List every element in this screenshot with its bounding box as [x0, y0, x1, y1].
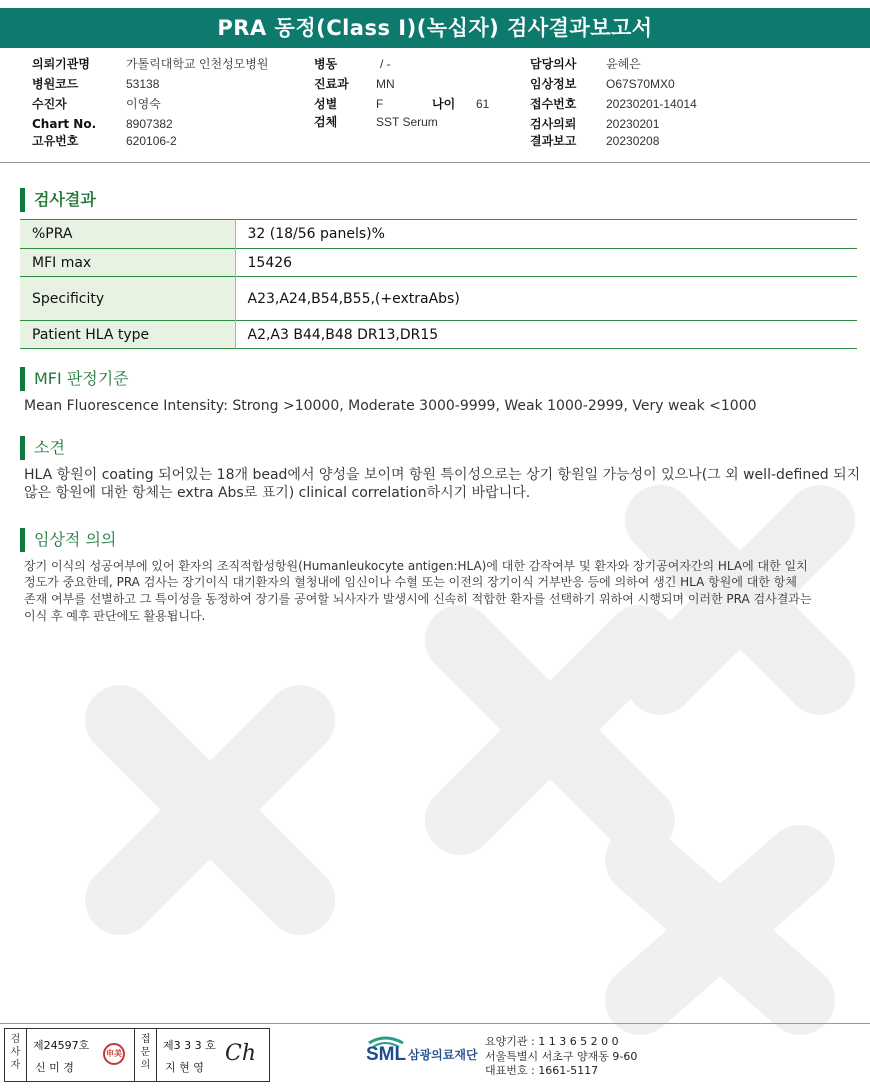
clinical-heading: 임상적 의의 — [20, 528, 116, 552]
confirmer-signature: Ch — [225, 1041, 257, 1066]
info-label: 검사의뢰 — [530, 117, 577, 131]
result-value: A23,A24,B54,B55,(+extraAbs) — [235, 277, 857, 321]
info-label: 성별 — [314, 97, 338, 111]
info-value: 윤혜은 — [606, 57, 641, 71]
tester-license: 제24597호 — [33, 1039, 90, 1052]
info-label: 임상정보 — [530, 77, 577, 91]
confirmer-license: 제3 3 3 호 — [163, 1039, 216, 1052]
patient-info — [0, 55, 870, 155]
tester-column — [5, 1029, 135, 1081]
findings-heading: 소견 — [20, 436, 65, 460]
report-title: PRA 동정(Class I)(녹십자) 검사결과보고서 — [0, 8, 870, 48]
clinical-line-1: 장기 이식의 성공여부에 있어 환자의 조직적합성항원(Humanleukocyte antigen:HLA)에 대한 감작여부 및 환자와 장기공여자간의 HLA에 대한 일치 — [24, 559, 808, 573]
table-row — [20, 249, 857, 277]
table-row — [20, 220, 857, 249]
info-value: 53138 — [126, 77, 160, 91]
info-value: 20230201 — [606, 117, 660, 131]
result-key: MFI max — [20, 249, 235, 277]
info-label: 진료과 — [314, 77, 349, 91]
confirmer-name: 지 현 영 — [165, 1061, 204, 1074]
mfi-criteria-text: Mean Fluorescence Intensity: Strong >10000, Moderate 3000-9999, Weak 1000-2999, Very weak <1000 — [24, 398, 757, 414]
findings-line-1: HLA 항원이 coating 되어있는 18개 bead에서 양성을 보이며 항원 특이성으로는 상기 항원일 가능성이 있으나(그 외 well-defined 되지 — [24, 467, 861, 483]
info-label: Chart No. — [32, 117, 97, 131]
info-value: 620106-2 — [126, 134, 177, 148]
tester-seal: 申美 — [103, 1043, 125, 1065]
info-label: 고유번호 — [32, 134, 79, 148]
info-label: 접수번호 — [530, 97, 577, 111]
info-label: 검체 — [314, 115, 338, 129]
confirmer-label — [135, 1029, 157, 1081]
header-divider — [0, 162, 870, 163]
organization-info — [485, 1035, 637, 1079]
findings-line-2: 않은 항원에 대한 항체는 extra Abs로 표기) clinical correlation하시기 바랍니다. — [24, 485, 531, 501]
mfi-heading: MFI 판정기준 — [20, 367, 129, 391]
org-address: 서울특별시 서초구 양재동 9-60 — [485, 1049, 638, 1063]
info-value: F — [376, 97, 384, 111]
info-value: MN — [376, 77, 395, 91]
org-phone: 대표번호 : 1661-5117 — [485, 1064, 599, 1077]
info-value: 이영숙 — [126, 97, 161, 111]
info-value: 20230208 — [606, 134, 660, 148]
info-label: 병원코드 — [32, 77, 79, 91]
info-label: 담당의사 — [530, 57, 577, 71]
clinical-line-4: 이식 후 예후 판단에도 활용됩니다. — [24, 609, 206, 623]
info-label: 결과보고 — [530, 134, 577, 148]
info-value-age: 61 — [476, 97, 490, 111]
result-value: 32 (18/56 panels)% — [235, 220, 857, 249]
info-value: 가톨릭대학교 인천성모병원 — [126, 57, 269, 71]
result-key: Specificity — [20, 277, 235, 321]
info-label: 수진자 — [32, 97, 67, 111]
tester-name: 신 미 경 — [35, 1061, 74, 1074]
table-row — [20, 277, 857, 321]
info-label: 병동 — [314, 57, 338, 71]
result-key: %PRA — [20, 220, 235, 249]
clinical-line-3: 존재 여부를 선별하고 그 특이성을 동정하여 장기를 공여할 뇌사자가 발생시에 신속히 적합한 환자를 선택하기 위하여 시행되며 이러한 PRA 검사결과는 — [24, 592, 812, 606]
footer-divider — [0, 1023, 870, 1024]
confirmer-label-text: 접문의 — [140, 1034, 151, 1071]
logo-mark: SML — [366, 1044, 407, 1065]
care-institution: 요양기관 : 1 1 3 6 5 2 0 0 — [485, 1035, 619, 1048]
info-value: 20230201-14014 — [606, 97, 697, 111]
tester-label-text: 검사자 — [10, 1034, 21, 1071]
result-value: 15426 — [235, 249, 857, 277]
info-value: O67S70MX0 — [606, 77, 675, 91]
results-heading: 검사결과 — [20, 188, 96, 212]
info-label-age: 나이 — [432, 97, 456, 111]
info-label: 의뢰기관명 — [32, 57, 90, 71]
info-value: SST Serum — [376, 115, 438, 129]
info-value: 8907382 — [126, 117, 173, 131]
results-table — [20, 219, 857, 349]
result-value: A2,A3 B44,B48 DR13,DR15 — [235, 321, 857, 349]
clinical-line-2: 정도가 중요한데, PRA 검사는 장기이식 대기환자의 혈청내에 임신이나 수혈 또는 이전의 장기이식 거부반응 등에 의하여 생긴 HLA 항원에 대한 항체 — [24, 575, 797, 589]
signature-box — [4, 1028, 270, 1082]
result-key: Patient HLA type — [20, 321, 235, 349]
organization-name: 삼광의료재단 — [408, 1048, 478, 1062]
table-row — [20, 321, 857, 349]
info-value: / - — [380, 57, 391, 71]
